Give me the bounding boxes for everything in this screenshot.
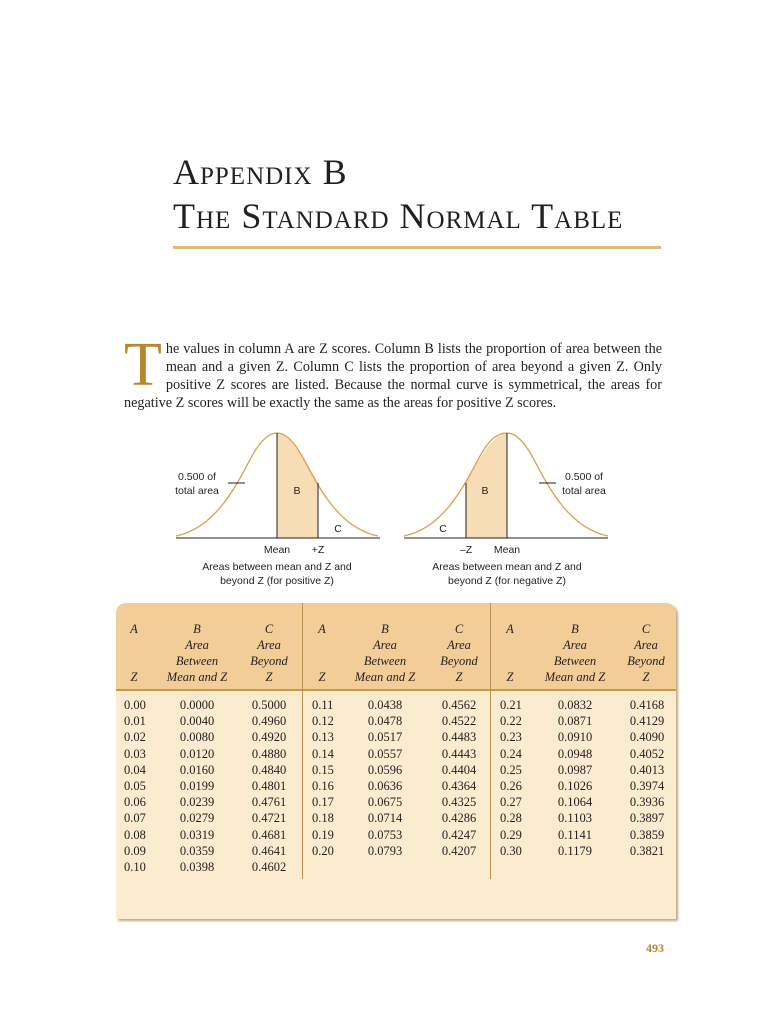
table-cell-b: 0.0987 [557,762,593,777]
table-cell-z: 0.30 [500,843,522,858]
intro-paragraph [124,331,662,412]
table-cell-z: 0.02 [124,730,146,745]
table-header [116,603,676,691]
table-cell-b: 0.0793 [367,843,403,858]
group-1-z-column [124,697,164,875]
table-cell-b: 0.0517 [367,730,403,745]
table-cell-b: 0.0080 [179,730,215,745]
header-z-3: Z [506,670,514,684]
table-cell-c: 0.4443 [441,746,477,761]
left-half-area-label-1: 0.500 of [178,471,216,483]
table-cell-z: 0.09 [124,843,146,858]
table-cell-c: 0.4681 [251,827,287,842]
table-cell-b: 0.0871 [557,714,593,729]
table-cell-b: 0.0319 [179,827,215,842]
table-cell-z: 0.17 [312,795,334,810]
header-a-1: A [130,622,138,636]
table-cell-c: 0.4404 [441,762,477,777]
table-cell-c: 0.4364 [441,778,477,793]
table-cell-c: 0.4522 [441,714,477,729]
table-cell-z: 0.14 [312,746,334,761]
group-2-c-column [436,697,482,859]
header-c-1: C Area Beyond Z [250,622,288,684]
table-cell-c: 0.4052 [629,746,665,761]
right-half-area-label-1: 0.500 of [565,471,603,483]
table-cell-b: 0.0438 [367,698,403,712]
table-cell-c: 0.4286 [441,811,477,826]
left-axis-mean: Mean [263,544,291,556]
table-cell-z: 0.22 [500,714,522,729]
group-2-z-column [312,697,352,859]
table-cell-c: 0.3897 [629,811,665,826]
table-cell-b: 0.0596 [367,762,403,777]
table-cell-z: 0.10 [124,859,146,874]
title-line-1: Appendix B [173,152,348,192]
header-a-2: A [318,622,326,636]
table-cell-b: 0.0239 [179,795,215,810]
intro-text: he values in column A are Z scores. Column B lists the proportion of area between the mean and a given Z. Column C lists the proportion of area beyond a given Z. Only positive Z scores are listed. Because the normal curve is symmetrical, the areas for negative Z scores will be exactly the same as the areas for positive Z scores. [124,341,662,411]
table-cell-b: 0.0279 [179,811,215,826]
normal-curve-figures [0,428,768,594]
right-half-area-label-2: total area [562,485,606,497]
standard-normal-table [116,603,676,919]
table-cell-z: 0.11 [312,698,334,712]
table-cell-b: 0.0636 [367,778,403,793]
table-cell-z: 0.16 [312,778,334,793]
table-cell-z: 0.21 [500,698,522,712]
table-cell-b: 0.0753 [367,827,403,842]
group-2-b-column [360,697,410,859]
table-cell-z: 0.28 [500,811,522,826]
left-axis-z: +Z [311,544,325,556]
table-cell-z: 0.01 [124,714,146,729]
table-cell-c: 0.4325 [441,795,477,810]
table-cell-z: 0.00 [124,698,146,712]
table-cell-c: 0.4562 [441,698,477,712]
table-cell-c: 0.4840 [251,762,287,777]
table-cell-b: 0.0000 [179,698,215,712]
table-cell-z: 0.24 [500,746,522,761]
group-1-b-column [172,697,222,875]
table-cell-c: 0.3859 [629,827,665,842]
table-cell-b: 0.1141 [558,827,592,842]
table-cell-z: 0.12 [312,714,334,729]
table-cell-z: 0.25 [500,762,522,777]
right-caption-2: beyond Z (for negative Z) [448,575,566,587]
left-half-area-label-2: total area [175,485,219,497]
table-cell-z: 0.26 [500,778,522,793]
right-caption-1: Areas between mean and Z and [432,561,582,573]
page-number: 493 [646,941,664,955]
header-c-2: C Area Beyond Z [440,622,478,684]
table-cell-b: 0.0714 [367,811,403,826]
table-cell-c: 0.5000 [251,698,287,712]
title-line-2: The Standard Normal Table [173,196,624,236]
header-b-1: B Area Between Mean and Z [166,622,228,684]
table-cell-b: 0.0478 [367,714,403,729]
table-cell-z: 0.18 [312,811,334,826]
table-cell-z: 0.23 [500,730,522,745]
table-cell-c: 0.4960 [251,714,287,729]
table-cell-z: 0.15 [312,762,334,777]
table-cell-c: 0.4090 [629,730,665,745]
table-cell-b: 0.0948 [557,746,593,761]
table-cell-b: 0.0557 [367,746,403,761]
right-curve-figure [404,433,608,587]
table-cell-z: 0.04 [124,762,146,777]
table-cell-c: 0.3936 [629,795,665,810]
table-cell-z: 0.06 [124,795,146,810]
table-cell-z: 0.03 [124,746,146,761]
column-divider-1 [302,603,303,879]
table-cell-b: 0.0832 [557,698,593,712]
group-3-b-column [550,697,600,859]
table-cell-z: 0.19 [312,827,334,842]
right-axis-mean: Mean [493,544,521,556]
header-z-2: Z [318,670,326,684]
header-c-3: C Area Beyond Z [627,622,665,684]
group-1-c-column [246,697,292,875]
header-z-1: Z [130,670,138,684]
table-cell-b: 0.0910 [557,730,593,745]
table-cell-b: 0.1103 [558,811,592,826]
table-cell-c: 0.4168 [629,698,665,712]
left-caption-1: Areas between mean and Z and [202,561,352,573]
table-cell-z: 0.05 [124,778,146,793]
table-cell-b: 0.0398 [179,859,215,874]
drop-cap: T [124,331,162,399]
table-cell-c: 0.4129 [629,714,665,729]
table-cell-c: 0.4013 [629,762,665,777]
table-cell-c: 0.4801 [251,778,287,793]
right-axis-z: –Z [459,544,473,556]
left-curve-figure [175,433,380,587]
table-cell-b: 0.0160 [179,762,215,777]
table-cell-c: 0.4207 [441,843,477,858]
table-cell-c: 0.4920 [251,730,287,745]
table-cell-b: 0.1179 [558,843,592,858]
table-cell-c: 0.4721 [251,811,287,826]
group-3-c-column [624,697,670,859]
table-cell-z: 0.07 [124,811,146,826]
group-3-z-column [500,697,540,859]
header-b-3: B Area Between Mean and Z [544,622,606,684]
table-cell-z: 0.20 [312,843,334,858]
table-cell-z: 0.13 [312,730,334,745]
table-cell-c: 0.4602 [251,859,287,874]
table-cell-b: 0.0120 [179,746,215,761]
left-caption-2: beyond Z (for positive Z) [220,575,334,587]
table-cell-b: 0.1064 [557,795,593,810]
appendix-title [173,150,661,238]
table-cell-c: 0.4641 [251,843,287,858]
table-cell-c: 0.3821 [629,843,665,858]
table-cell-z: 0.08 [124,827,146,842]
right-label-c: C [439,523,447,535]
table-cell-c: 0.3974 [629,778,665,793]
right-label-b: B [481,485,489,497]
table-cell-z: 0.27 [500,795,522,810]
table-cell-b: 0.0199 [179,778,215,793]
table-cell-b: 0.1026 [557,778,593,793]
column-divider-2 [490,603,491,879]
table-cell-c: 0.4247 [441,827,477,842]
table-cell-b: 0.0675 [367,795,403,810]
table-cell-b: 0.0359 [179,843,215,858]
header-a-3: A [506,622,514,636]
title-rule [173,246,661,249]
table-cell-c: 0.4880 [251,746,287,761]
header-b-2: B Area Between Mean and Z [354,622,416,684]
left-label-b: B [293,485,301,497]
table-cell-z: 0.29 [500,827,522,842]
left-label-c: C [334,523,342,535]
table-cell-b: 0.0040 [179,714,215,729]
table-cell-c: 0.4761 [251,795,287,810]
table-cell-c: 0.4483 [441,730,477,745]
